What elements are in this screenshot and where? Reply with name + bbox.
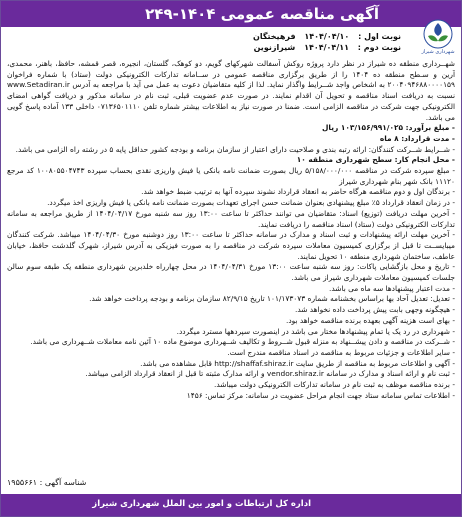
publication-dates: [61, 31, 401, 53]
logo-caption: شهرداری شیراز: [421, 49, 455, 55]
ad-cost-item: - بهای است هزینه آگهی بعهده برنده مناقصه خواهد بود.: [286, 315, 455, 325]
acceptance-item: - شــرکت در مناقصه و دادن پیشــنهاد به منزله قبول شــروط و تکالیف شــهرداری موضوع ماده ۱۰ آئین نامه معاملات شــهرداری می باشد.: [30, 337, 455, 347]
second-date: ۱۴۰۴/۰۴/۱۱: [304, 43, 349, 52]
validity-item: - مدت اعتبار پیشنهادها سه ماه می باشد.: [329, 283, 455, 293]
document-deadline-item: - آخرین مهلت دریافت (توزیع) اسناد: متقاضیان می توانند حداکثر تا ساعت ۱۳:۰۰ روز سه شنبه مورخ ۱۴۰۴/۰۴/۱۷ از طریق مراجعه به سامانه تدارکات الکترونیکی دولت (ستاد) اسناد مناقصه را دریافت نمایند.: [7, 208, 455, 229]
footer-bar: [1, 478, 461, 516]
second-publication: [61, 42, 401, 53]
rejection-item: - شهرداری در رد یک یا تمام پیشنهادها مختار می باشد در اینصورت سپردهها مسترد میگردد.: [176, 326, 455, 336]
second-label: نوبت دوم :: [357, 43, 401, 52]
first-label: نوبت اول :: [358, 32, 401, 41]
conditions-item: - شــرایط شــرکت کنندگان: ارائه رتبه بندی و صلاحیت دارای اعتبار از سازمان برنامه و بودجه کشور حداقل پایه ۵ در رشته راه الزامی می باشد.: [15, 144, 455, 154]
first-date: ۱۴۰۴/۰۴/۱۰: [304, 32, 350, 41]
adjustment-item: - تعدیل: تعدیل آحاد بها براساس بخشنامه شماره ۱۰۱/۱۷۳۰۷۳ تاریخ ۸۲/۹/۱۵ سازمان برنامه و بودجه پرداخت خواهد شد.: [89, 294, 455, 304]
notice-body: [7, 59, 455, 484]
vendor-registration-item: - ثبت نام و ارائه اسناد و مدارک در سامانه vendor.shiraz.ir و ارائه مدارک مثبته تا قبل از انعقاد قرارداد الزامی میباشد.: [85, 369, 455, 379]
guarantee-item: - در زمان انعقاد قرارداد ۵٪ مبلغ پیشنهادی بعنوان ضمانت حسن اجرای تعهدات بصورت ضمانت نامه بانکی یا فیش واریزی اخذ میگردد.: [47, 198, 455, 208]
second-paper: شیرازنوین: [253, 43, 296, 52]
header-bar: [1, 1, 461, 27]
notice-id: شناسه آگهی : ۱۹۵۵۶۶۱: [7, 478, 87, 487]
first-paper: فرهیختگان: [253, 32, 296, 41]
footer-department: اداره کل ارتباطات و امور بین الملل شهرداری شیراز: [92, 499, 311, 509]
setad-registration-item: - برنده مناقصه موظف به ثبت نام در سامانه تدارکات الکترونیکی دولت میباشد.: [214, 380, 455, 390]
contact-item: - اطلاعات تماس سامانه ستاد جهت انجام مراحل عضویت در سامانه: مرکز تماس: ۱۴۵۶: [186, 390, 455, 400]
duration-item: - مدت قرارداد: ۸ ماه: [379, 133, 455, 143]
opening-item: - تاریخ و محل بازگشایی پاکات: روز سه شنبه ساعت ۱۳:۰۰ مورخ ۱۴۰۴/۰۴/۳۱ در محل چهارراه خلدبرین شهرداری منطقه یک طبقه سوم سالن جلسات کمیسیون معاملات شهرداری شیراز می باشد.: [7, 262, 455, 283]
first-publication: [61, 31, 401, 42]
prepayment-item: - هیچگونه وجهی بابت پیش پرداخت داده نخواهد شد.: [294, 305, 455, 315]
location-item: - محل انجام کار: سطح شهرداری منطقه ۱۰: [296, 155, 455, 165]
notice-title: آگهی مناقصه عمومی ۱۴۰۴-۲۴۹: [145, 5, 379, 23]
deposit-item: - مبلغ سپرده شرکت در مناقصه ۵/۱۵۸/۰۰۰/۰۰۰ ریال بصورت ضمانت نامه بانکی یا فیش واریزی نقدی بحساب سپرده ۱۰۰۸۰۵۵۰۴۷۴۳ کد مرجع ۱۱۱۲۰ بانک شهر بنام شهرداری شیراز: [7, 166, 455, 186]
transparency-item: - آگهی و اطلاعات مربوط به مناقصه از طریق سایت http://shaffaf.shiraz.ir قابل مشاهده می باشد.: [140, 358, 455, 368]
winners-item: - برندگان اول و دوم مناقصه هرگاه حاضر به انعقاد قرارداد نشوند سپرده آنها به ترتیب ضبط خواهد شد.: [141, 187, 455, 197]
intro-paragraph: شهــرداری منطقه ده شیراز در نظر دارد پروژه روکش آسفالت شهرکهای گویم، دو کوهک، گلستان، انجیره، قصر قمشه، حافظ، باهنر، محمدی، آرین و سـطح منطقه ده ۱۴۰۴ را از طریق برگزاری مناقصه عمومی در ســامانه تدارکات الکترونیکی دولت (ستاد) با شماره فراخوان ۲۰۰۴۰۹۴۶۸۸۰۰۰۰۱۵۹ به اشخاص واجد شــرایط واگذار نماید. لذا از کلیه متقاضیان دعوت به عمل می آید با مراجعه به آدرس www.Setadiran.ir نسبت به دریافت اسناد مناقصه و تحویل آن اقدام نمایند. در صورت عدم عضویت قبلی، ثبت نام در سامانه مذکور و دریافت گواهی امضای الکترونیکی جهت شرکت در مناقصه الزامی است. ضمنا در صورت نیاز به اطلاعات بیشتر شماره تلفن ۰۷۱۳۶۵۰۱۱۱۰ داخلی ۱۳۳ آماده پاسخ گویی می باشد.: [7, 59, 455, 122]
logo: [421, 19, 455, 63]
estimate-item: - مبلغ برآورد: ۱۰۳/۱۵۶/۹۹۱/۰۲۵ ریال: [322, 123, 455, 133]
shiraz-municipality-logo-icon: [423, 19, 453, 49]
submission-deadline-item: - آخرین مهلت ارائه پیشنهادات و ثبت اسناد و مدارک در سامانه حداکثر تا ساعت ۱۳:۰۰ روز دوشنبه مورخ ۱۴۰۴/۰۴/۳۰ میباشد. شرکت کنندگان میبایســت تا قبل از برگزاری کمیسیون معاملات سپرده شرکت در مناقصه را به صورت فیزیکی به آدرس شیراز، شهرک گلدشت حافظ، خیابان عاطف، ساختمان شهرداری منطقه ۱۰ تحویل نمایند.: [7, 230, 455, 261]
details-item: - سایر اطلاعات و جزئیات مربوط به مناقصه در اسناد مناقصه مندرج است.: [227, 347, 455, 357]
